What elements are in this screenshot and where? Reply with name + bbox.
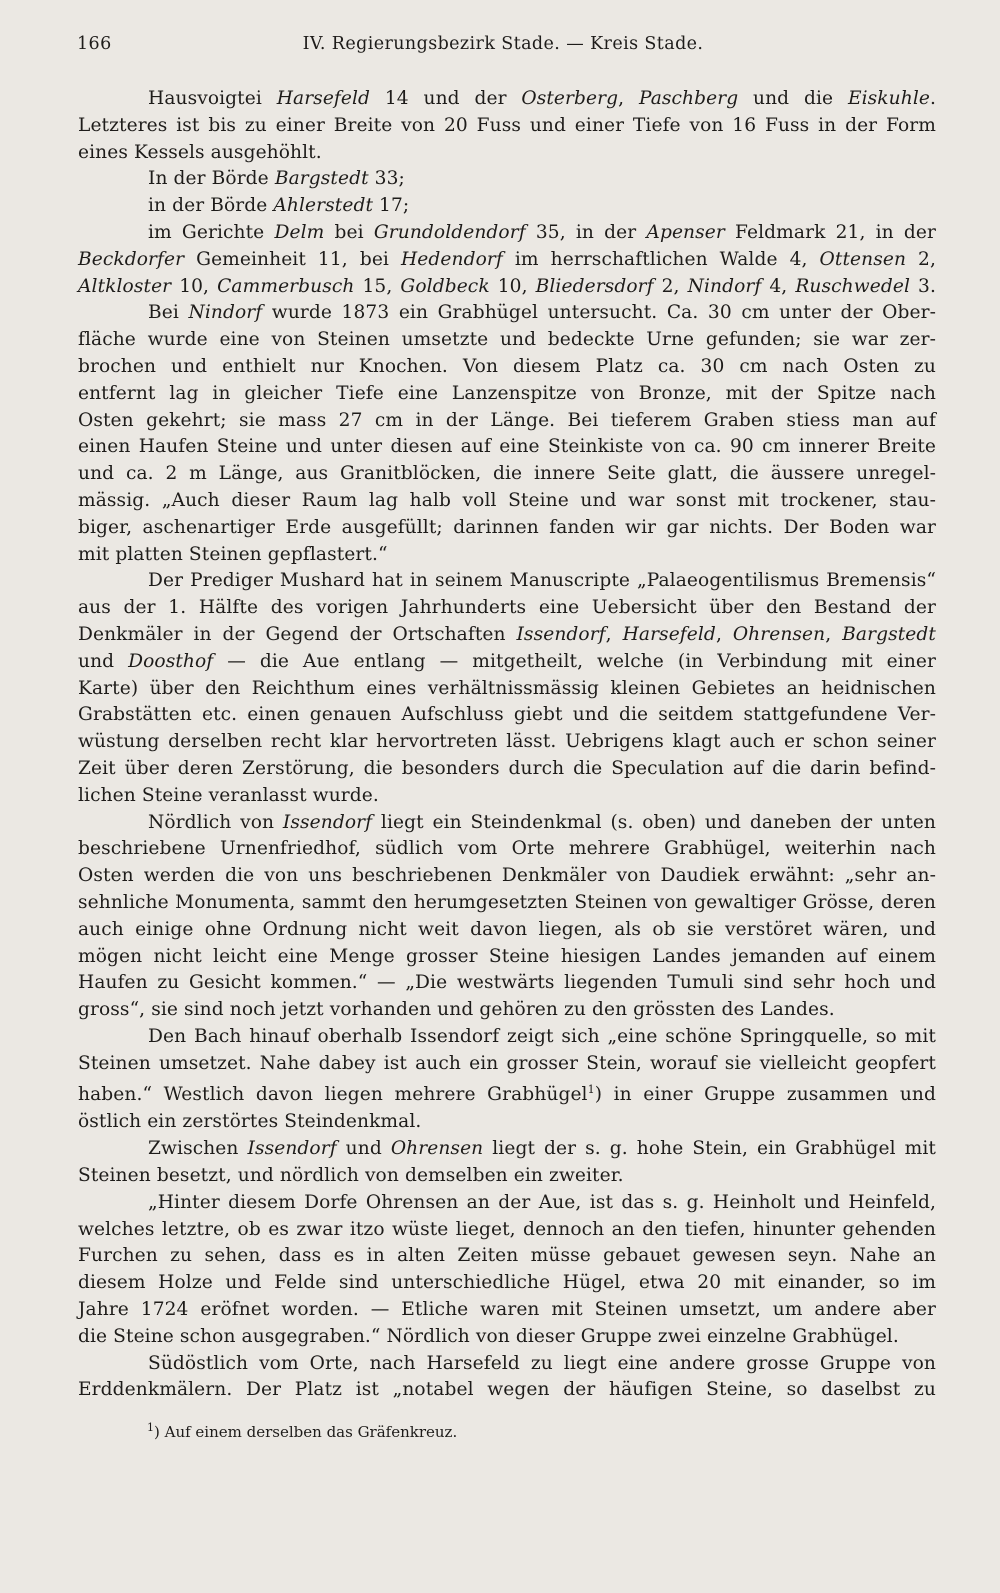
text-line: Steinen umsetzet. Nahe dabey ist auch ein grosser Stein, worauf sie vielleicht geopfert: [78, 1052, 936, 1074]
text-line: auch einige ohne Ordnung nicht weit davon liegen, als ob sie verstöret wären, und: [78, 918, 936, 940]
text-line: Den Bach hinauf oberhalb Issendorf zeigt sich „eine schöne Springquelle, so mit: [148, 1025, 936, 1047]
text-line: und Doosthof — die Aue entlang — mitgetheilt, welche (in Verbindung mit einer: [78, 650, 936, 672]
text-line: haben.“ Westlich davon liegen mehrere Grabhügel$^1$) in einer Gruppe zusammen und: [78, 1083, 936, 1106]
text-line: lichen Steine veranlasst wurde.: [78, 784, 379, 806]
text-line: die Steine schon ausgegraben.“ Nördlich von dieser Gruppe zwei einzelne Grabhügel.: [78, 1325, 899, 1347]
text-line: brochen und enthielt nur Knochen. Von diesem Platz ca. 30 cm nach Osten zu: [78, 355, 936, 377]
text-line: Letzteres ist bis zu einer Breite von 20 Fuss und einer Tiefe von 16 Fuss in der Form: [78, 114, 936, 136]
text-line: wüstung derselben recht klar hervortreten lässt. Uebrigens klagt auch er schon seiner: [78, 731, 936, 753]
page-header: [77, 34, 929, 64]
text-line: im Gerichte Delm bei Grundoldendorf 35, in der Apenser Feldmark 21, in der: [148, 221, 936, 243]
text-line: Denkmäler in der Gegend der Ortschaften Issendorf, Harsefeld, Ohrensen, Bargstedt: [78, 623, 936, 645]
text-line: Furchen zu sehen, dass es in alten Zeiten müsse gebauet gewesen seyn. Nahe an: [78, 1245, 936, 1267]
text-line: Zeit über deren Zerstörung, die besonders durch die Speculation auf die darin befind-: [78, 757, 936, 779]
text-line: mögen nicht leicht eine Menge grosser Steine hiesigen Landes jemanden auf einem: [78, 945, 936, 967]
text-line: beschriebene Urnenfriedhof, südlich vom Orte mehrere Grabhügel, weiterhin nach: [78, 838, 936, 860]
text-line: Jahre 1724 eröfnet worden. — Etliche waren mit Steinen umsetzt, um andere aber: [78, 1299, 936, 1321]
text-line: Hausvoigtei Harsefeld 14 und der Osterberg, Paschberg und die Eiskuhle.: [148, 88, 936, 109]
text-line: Erddenkmälern. Der Platz ist „notabel wegen der häufigen Steine, so daselbst zu: [78, 1379, 936, 1401]
text-line: welches letztre, ob es zwar itzo wüste lieget, dennoch an den tiefen, hinunter gehenden: [78, 1218, 936, 1240]
text-line: aus der 1. Hälfte des vorigen Jahrhunderts eine Uebersicht über den Bestand der: [78, 597, 936, 619]
text-line: fläche wurde eine von Steinen umsetzte und bedeckte Urne gefunden; sie war zer-: [78, 329, 936, 351]
text-line: biger, aschenartiger Erde ausgefüllt; darinnen fanden wir gar nichts. Der Boden war: [78, 516, 936, 538]
text-line: Grabstätten etc. einen genauen Aufschluss giebt und die seitdem stattgefundene Ver-: [78, 704, 936, 726]
text-line: Nördlich von Issendorf liegt ein Steindenkmal (s. oben) und daneben der unten: [148, 811, 936, 833]
text-line: Altkloster 10, Cammerbusch 15, Goldbeck 10, Bliedersdorf 2, Nindorf 4, Ruschwedel 3.: [78, 275, 936, 297]
text-line: Osten werden die von uns beschriebenen Denkmäler von Daudiek erwähnt: „sehr an-: [78, 865, 936, 887]
page-number: 166: [77, 34, 112, 54]
text-line: diesem Holze und Felde sind unterschiedliche Hügel, etwa 20 mit einander, so im: [78, 1272, 936, 1294]
text-line: und ca. 2 m Länge, aus Granitblöcken, die innere Seite glatt, die äussere unregel-: [78, 463, 936, 485]
text-line: Osten gekehrt; sie mass 27 cm in der Länge. Bei tieferem Graben stiess man auf: [78, 409, 936, 431]
body-text: [78, 86, 936, 1404]
footnote: $^1$) Auf einem derselben das Gräfenkreuz.: [147, 1421, 458, 1442]
text-line: Zwischen Issendorf und Ohrensen liegt der s. g. hohe Stein, ein Grabhügel mit: [148, 1138, 936, 1160]
text-line: Haufen zu Gesicht kommen.“ — „Die westwärts liegenden Tumuli sind sehr hoch und: [78, 972, 936, 994]
text-line: sehnliche Monumenta, sammt den herumgesetzten Steinen von gewaltiger Grösse, deren: [78, 891, 936, 913]
text-line: Karte) über den Reichthum eines verhältnissmässig kleinen Gebietes an heidnischen: [78, 677, 936, 699]
text-line: einen Haufen Steine und unter diesen auf eine Steinkiste von ca. 90 cm innerer Breite: [78, 436, 936, 458]
text-line: entfernt lag in gleicher Tiefe eine Lanzenspitze von Bronze, mit der Spitze nach: [78, 382, 936, 404]
text-line: eines Kessels ausgehöhlt.: [78, 141, 322, 163]
text-line: östlich ein zerstörtes Steindenkmal.: [78, 1111, 422, 1133]
text-line: mit platten Steinen gepflastert.“: [78, 543, 388, 565]
text-line: Steinen besetzt, und nördlich von demselben ein zweiter.: [78, 1165, 624, 1187]
text-line: Südöstlich vom Orte, nach Harsefeld zu liegt eine andere grosse Gruppe von: [148, 1352, 936, 1374]
running-title: IV. Regierungsbezirk Stade. — Kreis Stade.: [302, 34, 704, 54]
text-line: mässig. „Auch dieser Raum lag halb voll Steine und war sonst mit trockener, stau-: [78, 489, 936, 511]
text-line: „Hinter diesem Dorfe Ohrensen an der Aue, ist das s. g. Heinholt und Heinfeld,: [148, 1191, 936, 1213]
text-line: Bei Nindorf wurde 1873 ein Grabhügel untersucht. Ca. 30 cm unter der Ober-: [148, 302, 936, 324]
text-line: Der Prediger Mushard hat in seinem Manuscripte „Palaeogentilismus Bremensis“: [148, 570, 936, 592]
text-line: in der Börde Ahlerstedt 17;: [148, 195, 410, 217]
text-line: In der Börde Bargstedt 33;: [148, 168, 405, 190]
text-line: gross“, sie sind noch jetzt vorhanden und gehören zu den grössten des Landes.: [78, 999, 835, 1021]
text-line: Beckdorfer Gemeinheit 11, bei Hedendorf im herrschaftlichen Walde 4, Ottensen 2,: [78, 248, 936, 270]
